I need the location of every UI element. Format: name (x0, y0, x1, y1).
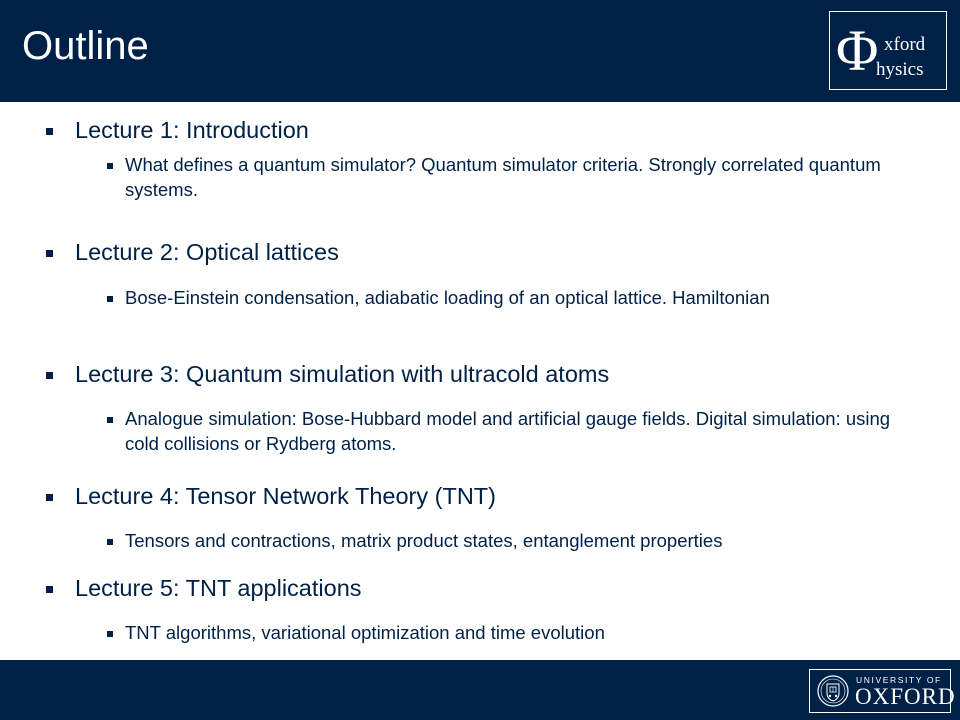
slide-title: Outline (22, 24, 149, 68)
square-bullet-icon (107, 163, 113, 169)
phi-symbol-icon (830, 12, 946, 89)
lecture-detail: Tensors and contractions, matrix product states, entanglement properties (125, 530, 723, 551)
square-bullet-icon (46, 372, 53, 379)
lecture-heading: Lecture 1: Introduction (75, 117, 309, 143)
slide-header (0, 0, 960, 102)
lecture-heading: Lecture 3: Quantum simulation with ultracold atoms (75, 361, 610, 387)
square-bullet-icon (107, 631, 113, 637)
oxford-physics-logo (829, 11, 947, 90)
lecture-heading: Lecture 5: TNT applications (75, 575, 362, 601)
square-bullet-icon (46, 250, 53, 257)
square-bullet-icon (107, 539, 113, 545)
lecture-detail: Bose-Einstein condensation, adiabatic loading of an optical lattice. Hamiltonian (125, 287, 770, 308)
square-bullet-icon (46, 128, 53, 135)
slide-footer (0, 660, 960, 720)
lecture-detail: Analogue simulation: Bose-Hubbard model and artificial gauge fields. Digital simulation: using cold collisions or Rydberg atoms. (125, 408, 891, 454)
square-bullet-icon (46, 494, 53, 501)
square-bullet-icon (46, 586, 53, 593)
lecture-heading: Lecture 4: Tensor Network Theory (TNT) (75, 483, 496, 509)
outline-content (0, 102, 960, 660)
oxford-wordmark: OXFORD (855, 684, 956, 709)
lecture-detail: TNT algorithms, variational optimization and time evolution (125, 622, 605, 643)
lecture-heading: Lecture 2: Optical lattices (75, 239, 339, 265)
logo-text-line2: hysics (876, 59, 924, 80)
lecture-detail: What defines a quantum simulator? Quantum simulator criteria. Strongly correlated quantum systems. (125, 154, 881, 200)
university-of-label: UNIVERSITY OF (856, 675, 942, 685)
square-bullet-icon (107, 417, 113, 423)
oxford-crest-icon (817, 675, 849, 707)
university-of-oxford-logo (809, 669, 956, 713)
square-bullet-icon (107, 296, 113, 302)
logo-text-line1: xford (884, 34, 926, 55)
svg-text:Φ: Φ (836, 18, 879, 83)
